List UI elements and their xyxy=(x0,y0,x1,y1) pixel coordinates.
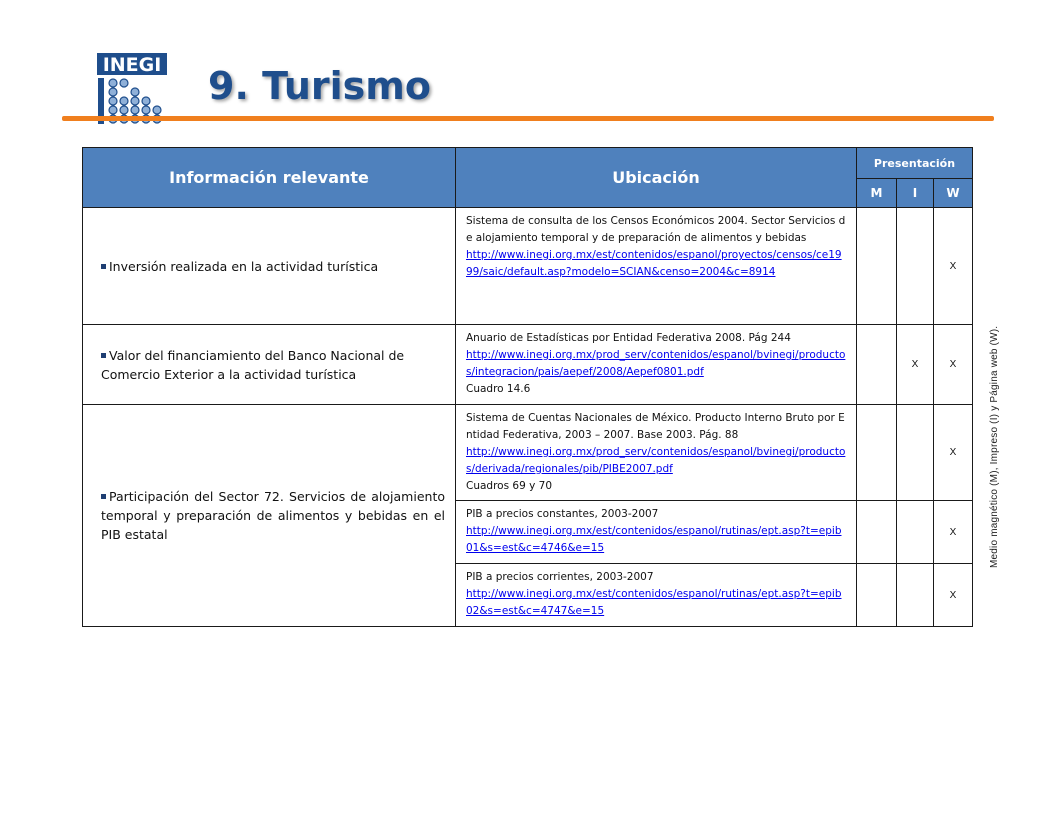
location-cell xyxy=(456,501,857,564)
mark-w: X xyxy=(934,208,973,325)
mark-i xyxy=(897,405,934,501)
table-row xyxy=(83,405,973,501)
mark-i xyxy=(897,501,934,564)
header-m: M xyxy=(857,179,897,208)
table-row xyxy=(83,208,973,325)
mark-m xyxy=(857,564,897,627)
location-link[interactable]: http://www.inegi.org.mx/est/contenidos/espanol/rutinas/ept.asp?t=epib01&s=est&c=4746&e=15 xyxy=(466,525,842,554)
bullet-icon xyxy=(101,264,106,269)
mark-m xyxy=(857,501,897,564)
info-cell xyxy=(83,405,456,627)
info-cell xyxy=(83,208,456,325)
table-row xyxy=(83,325,973,405)
location-extra: Cuadros 69 y 70 xyxy=(466,480,553,492)
bullet-icon xyxy=(101,494,106,499)
title-underline xyxy=(62,116,994,121)
location-link[interactable]: http://www.inegi.org.mx/est/contenidos/espanol/proyectos/censos/ce1999/saic/default.asp?modelo=SCIAN&censo=2004&c=8914 xyxy=(466,249,842,278)
info-cell xyxy=(83,325,456,405)
location-link[interactable]: http://www.inegi.org.mx/est/contenidos/espanol/rutinas/ept.asp?t=epib02&s=est&c=4747&e=15 xyxy=(466,588,842,617)
presentation-legend: Medio magnético (M), Impreso (I) y Página web (W). xyxy=(989,325,1000,568)
header-info: Información relevante xyxy=(83,148,456,208)
location-link[interactable]: http://www.inegi.org.mx/prod_serv/contenidos/espanol/bvinegi/productos/derivada/regionales/pib/PIBE2007.pdf xyxy=(466,446,846,475)
location-text: Anuario de Estadísticas por Entidad Federativa 2008. Pág 244 xyxy=(466,332,791,344)
info-text: Participación del Sector 72. Servicios de alojamiento temporal y preparación de alimentos y bebidas en el PIB estatal xyxy=(101,489,445,542)
location-text: Sistema de Cuentas Nacionales de México. Producto Interno Bruto por Entidad Federativa, 2003 – 2007. Base 2003. Pág. 88 xyxy=(466,412,845,441)
location-link[interactable]: http://www.inegi.org.mx/prod_serv/contenidos/espanol/bvinegi/productos/integracion/pais/aepef/2008/Aepef0801.pdf xyxy=(466,349,846,378)
mark-w: X xyxy=(934,405,973,501)
mark-m xyxy=(857,405,897,501)
info-text: Inversión realizada en la actividad turística xyxy=(109,258,379,274)
mark-m xyxy=(857,208,897,325)
svg-text:INEGI: INEGI xyxy=(102,54,162,76)
mark-w: X xyxy=(934,501,973,564)
location-text: PIB a precios constantes, 2003-2007 xyxy=(466,508,659,520)
location-extra: Cuadro 14.6 xyxy=(466,383,531,395)
info-text: Valor del financiamiento del Banco Nacional de Comercio Exterior a la actividad turística xyxy=(101,347,405,382)
location-cell xyxy=(456,325,857,405)
location-cell xyxy=(456,564,857,627)
mark-i: X xyxy=(897,325,934,405)
location-cell xyxy=(456,208,857,325)
location-cell xyxy=(456,405,857,501)
header-w: W xyxy=(934,179,973,208)
bullet-icon xyxy=(101,353,106,358)
header-presentation: Presentación xyxy=(857,148,973,179)
page-title: 9. Turismo xyxy=(208,64,431,108)
location-text: PIB a precios corrientes, 2003-2007 xyxy=(466,571,654,583)
info-table xyxy=(82,147,973,627)
header-location: Ubicación xyxy=(456,148,857,208)
mark-i xyxy=(897,564,934,627)
header-i: I xyxy=(897,179,934,208)
inegi-logo xyxy=(96,52,168,126)
mark-w: X xyxy=(934,564,973,627)
mark-i xyxy=(897,208,934,325)
mark-w: X xyxy=(934,325,973,405)
mark-m xyxy=(857,325,897,405)
location-text: Sistema de consulta de los Censos Económicos 2004. Sector Servicios de alojamiento temporal y de preparación de alimentos y bebidas xyxy=(466,215,846,244)
